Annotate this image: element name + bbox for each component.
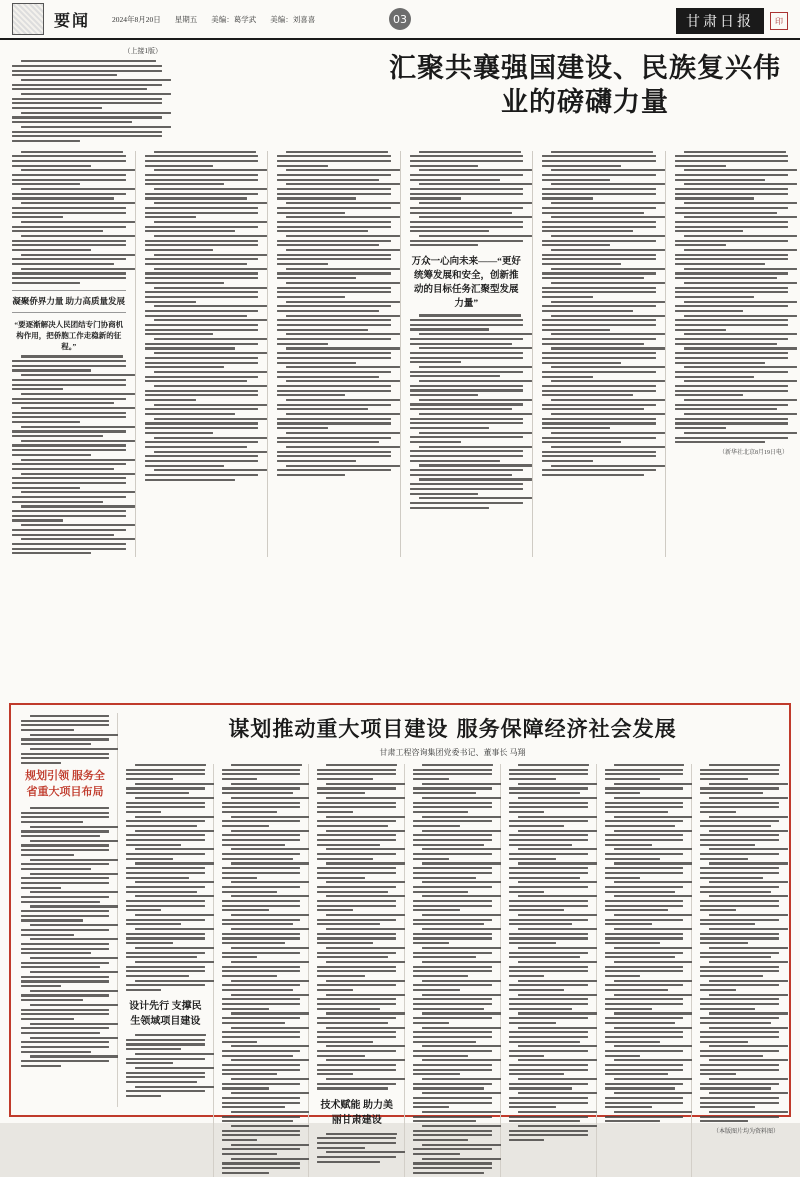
column-divider bbox=[500, 764, 501, 1177]
continued-from-label: （上接1版） bbox=[123, 47, 162, 55]
bottom-column-7 bbox=[700, 764, 779, 1177]
callout-title: 凝聚侨界力量 助力高质量发展 bbox=[12, 295, 126, 306]
bottom-column-3 bbox=[317, 764, 396, 1177]
weekday: 星期五 bbox=[174, 14, 198, 24]
column-divider bbox=[213, 764, 214, 1177]
bottom-headline-block bbox=[126, 713, 779, 758]
column-3 bbox=[267, 151, 391, 557]
column-divider bbox=[404, 764, 405, 1177]
section-title: 要闻 bbox=[54, 10, 91, 30]
column-6 bbox=[665, 151, 789, 557]
publication-date: 2024年8月20日 bbox=[112, 14, 161, 24]
lead-column bbox=[12, 46, 162, 145]
column-divider bbox=[308, 764, 309, 1177]
column-1 bbox=[12, 151, 126, 557]
bottom-right-note: （本版图片均为资料图） bbox=[713, 1129, 780, 1136]
bottom-column-1 bbox=[126, 764, 205, 1177]
proofreader-credit: 美编：刘喜喜 bbox=[270, 14, 316, 24]
column-divider bbox=[117, 713, 118, 1107]
bottom-byline: 甘肃工程咨询集团党委书记、董事长 马翔 bbox=[379, 748, 526, 757]
column-2 bbox=[135, 151, 259, 557]
column-5 bbox=[532, 151, 656, 557]
masthead-meta bbox=[112, 14, 315, 25]
column-divider bbox=[596, 764, 597, 1177]
bottom-left-intro bbox=[21, 713, 109, 1107]
callout-box bbox=[12, 290, 126, 313]
bottom-column-2 bbox=[222, 764, 301, 1177]
bottom-headline: 谋划推动重大项目建设 服务保障经济社会发展 bbox=[228, 717, 677, 741]
masthead bbox=[0, 0, 800, 40]
bottom-column-4 bbox=[413, 764, 492, 1177]
column-4 bbox=[400, 151, 524, 557]
bottom-section-title-1: 设计先行 支撑民生领域项目建设 bbox=[129, 1001, 202, 1028]
seal-icon: 印 bbox=[770, 12, 788, 30]
paper-nameplate bbox=[676, 8, 788, 34]
editor-credit: 美编：葛学武 bbox=[211, 14, 257, 24]
bottom-left-red-title: 规划引领 服务全省重大项目布局 bbox=[25, 769, 105, 799]
subhead-1: 万众一心向未来——“更好统筹发展和安全，创新推动的目标任务汇聚型发展力量” bbox=[411, 257, 521, 310]
bottom-column-5 bbox=[509, 764, 588, 1177]
bottom-article bbox=[9, 703, 791, 1136]
bottom-section-title-2: 技术赋能 助力美丽甘肃建设 bbox=[320, 1099, 394, 1126]
top-story bbox=[0, 40, 800, 557]
callout-quote: “要逐渐解决人民团结专门协商机构作用，把侨胞工作走稳新的征程。” bbox=[14, 319, 124, 352]
page-title: 汇聚共襄强国建设、民族复兴伟业的磅礴力量 bbox=[389, 53, 781, 118]
top-story-columns bbox=[12, 151, 788, 557]
paper-logo-icon bbox=[12, 3, 44, 35]
lead-paragraph bbox=[12, 60, 162, 142]
bottom-column-6 bbox=[605, 764, 684, 1177]
page-number-badge: 03 bbox=[389, 8, 411, 30]
column-divider bbox=[691, 764, 692, 1177]
paper-name: 甘肃日报 bbox=[676, 8, 764, 34]
dateline-footnote: （新华社北京8月19日电） bbox=[718, 450, 788, 457]
